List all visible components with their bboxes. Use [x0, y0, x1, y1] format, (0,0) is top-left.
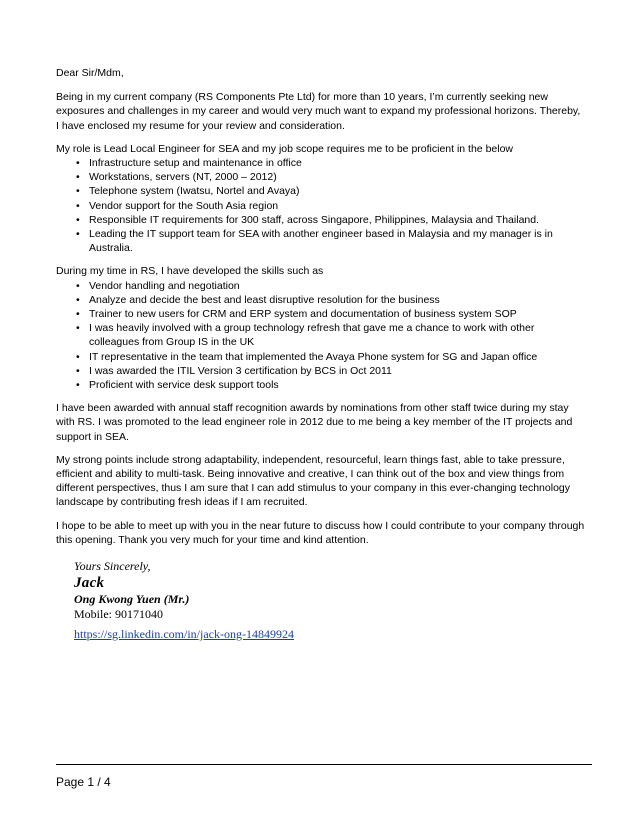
bullet-icon: • — [76, 350, 80, 363]
bullet-icon: • — [76, 379, 80, 392]
list-item: • Trainer to new users for CRM and ERP system and documentation of business system SOP — [76, 308, 517, 321]
bullet-icon: • — [76, 171, 80, 184]
bullet-icon: • — [76, 293, 80, 306]
list-item: • Workstations, servers (NT, 2000 – 2012) — [76, 171, 277, 184]
list-item: • Analyze and decide the best and least disruptive resolution for the business — [76, 293, 440, 306]
bullet-icon: • — [76, 185, 80, 198]
intro-paragraph: Being in my current company (RS Components Pte Ltd) for more than 10 years, I’m currently seeking new exposures and challenges in my career and would very much want to expand my professional horizons. Thereby, I have enclosed my resume for your review and consideration. — [56, 91, 581, 132]
footer-divider — [56, 764, 592, 765]
bullet-icon: • — [76, 157, 80, 170]
bullet-icon: • — [76, 213, 80, 226]
linkedin-link[interactable]: https://sg.linkedin.com/in/jack-ong-14849924 — [74, 626, 294, 641]
bullet-icon: • — [76, 199, 80, 212]
letter-body — [56, 66, 586, 642]
list-item: • I was awarded the ITIL Version 3 certification by BCS in Oct 2011 — [76, 364, 392, 377]
bullet-icon: • — [76, 308, 80, 321]
bullet-icon: • — [76, 322, 80, 335]
list-item: • Vendor support for the South Asia region — [76, 199, 279, 212]
bullet-icon: • — [76, 364, 80, 377]
list-item: • Proficient with service desk support tools — [76, 379, 279, 392]
mobile-number: Mobile: 90171040 — [74, 607, 163, 622]
salutation: Dear Sir/Mdm, — [56, 67, 124, 79]
signed-name: Jack — [74, 574, 105, 591]
closing-paragraph: I hope to be able to meet up with you in the near future to discuss how I could contribute to your company through this opening. Thank you very much for your time and kind attention. — [56, 519, 585, 546]
skills-list — [56, 279, 586, 393]
page-number: Page 1 / 4 — [56, 775, 111, 789]
signature-closing: Yours Sincerely, — [74, 559, 151, 574]
awards-paragraph: I have been awarded with annual staff recognition awards by nominations from other staff twice during my stay with RS. I was promoted to the lead engineer role in 2012 due to me being a key member of the IT projects and support in SEA. — [56, 402, 573, 443]
list-item: • I was heavily involved with a group technology refresh that gave me a chance to work with other colleagues from Group IS in the UK — [76, 322, 535, 349]
full-name: Ong Kwong Yuen (Mr.) — [74, 591, 190, 606]
skills-lead-paragraph: During my time in RS, I have developed the skills such as — [56, 265, 324, 278]
list-item: • Vendor handling and negotiation — [76, 279, 240, 292]
list-item: • Telephone system (Iwatsu, Nortel and Avaya) — [76, 185, 300, 198]
bullet-icon: • — [76, 279, 80, 292]
list-item: • IT representative in the team that implemented the Avaya Phone system for SG and Japan office — [76, 350, 538, 363]
signature-block — [56, 559, 586, 642]
list-item: • Responsible IT requirements for 300 staff, across Singapore, Philippines, Malaysia and Thailand. — [76, 213, 540, 226]
strengths-paragraph: My strong points include strong adaptability, independent, resourceful, learn things fast, able to take pressure, efficient and ability to multi-task. Being innovative and creative, I can think out of the box and view things from different perspectives, thus I am sure that I can add stimulus to your company in this ever-changing technology landscape by contributing fresh ideas if I am recruited. — [56, 453, 570, 509]
role-lead-paragraph: My role is Lead Local Engineer for SEA and my job scope requires me to be proficient in the below — [56, 142, 514, 155]
bullet-icon: • — [76, 228, 80, 241]
role-list — [56, 156, 586, 255]
list-item: • Leading the IT support team for SEA with another engineer based in Malaysia and my manager is in Australia. — [76, 228, 553, 255]
list-item: • Infrastructure setup and maintenance in office — [76, 157, 302, 170]
